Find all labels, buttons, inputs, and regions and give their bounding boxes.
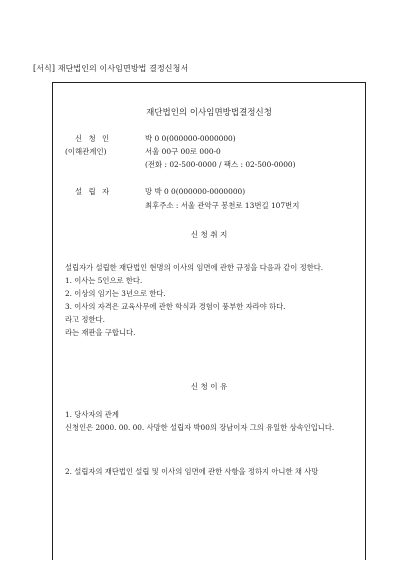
- founder-block: [65, 185, 355, 215]
- applicant-block: [65, 132, 355, 182]
- purpose-line: 라는 재판을 구합니다.: [65, 328, 136, 337]
- form-label: [서식] 재단법인의 이사임면방법 결정신청서: [33, 64, 189, 73]
- purpose-line: 1. 이사는 5인으로 한다.: [65, 276, 143, 285]
- document-title: 재단법인의 이사임면방법결정신청: [146, 108, 272, 118]
- reason-title: 2. 설립자의 재단법인 설립 및 이사의 임면에 관한 사항을 정하지 아니한 채 사망: [65, 467, 319, 476]
- applicant-label: 신 청 인: [75, 134, 112, 143]
- founder-name: 망 박 0 0(000000-0000000): [145, 187, 246, 196]
- applicant-name: 박 0 0(000000-0000000): [145, 134, 236, 143]
- purpose-line: 2. 이상의 임기는 3년으로 한다.: [65, 289, 166, 298]
- founder-label: 설 립 자: [75, 187, 112, 196]
- founder-last-address: 최후주소 : 서울 관악구 봉천로 13번길 107번지: [145, 201, 300, 210]
- applicant-address: 서울 00구 00로 000-0: [145, 147, 221, 156]
- purpose-line: 3. 이사의 자격은 교육사무에 관한 학식과 경험이 풍부한 자라야 하다.: [65, 302, 286, 311]
- applicant-contact: (전화 : 02-500-0000 / 팩스 : 02-500-0000): [145, 160, 296, 169]
- purpose-line: 라고 정한다.: [65, 315, 105, 324]
- purpose-body: [65, 261, 353, 339]
- reason-item-1: [65, 408, 353, 434]
- purpose-heading: 신 청 취 지: [190, 230, 228, 239]
- document-frame: [52, 82, 366, 560]
- reason-text: 신청인은 2000. 00. 00. 사망한 설립자 박00의 장남이자 그의 유일한 상속인입니다.: [65, 423, 335, 432]
- applicant-sublabel: (이해관계인): [65, 147, 107, 156]
- reasons-heading: 신 청 이 유: [190, 382, 228, 391]
- purpose-line: 설립자가 설립한 재단법인 현명의 이사의 임면에 관한 규정을 다음과 같이 정한다.: [65, 263, 324, 272]
- reason-item-2: [65, 465, 353, 478]
- reason-title: 1. 당사자의 관계: [65, 410, 119, 419]
